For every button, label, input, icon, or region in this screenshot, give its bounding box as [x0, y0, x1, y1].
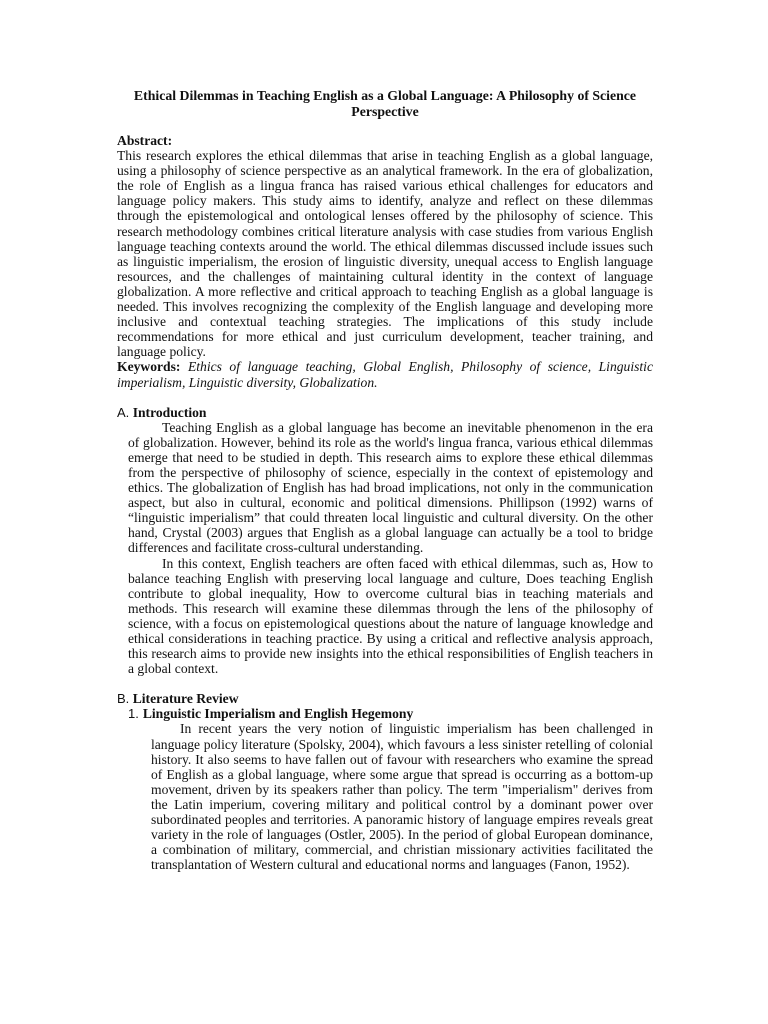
abstract-text: This research explores the ethical dilemmas that arise in teaching English as a global language, using a philosophy of science perspective as an analytical framework. In the era of globalization, the role of English as a lingua franca has raised various ethical challenges for educators and language policy makers. This study aims to identify, analyze and reflect on these dilemmas through the epistemological and ontological lenses offered by the philosophy of science. This research methodology combines critical literature analysis with case studies from various English language teaching contexts around the world. The ethical dilemmas discussed include issues such as linguistic imperialism, the erosion of linguistic diversity, unequal access to English language resources, and the challenges of maintaining cultural identity in the context of language globalization. A more reflective and critical approach to teaching English as a global language is needed. This involves recognizing the complexity of the English language and developing more inclusive and contextual teaching strategies. The implications of this study include recommendations for more ethical and just curriculum development, teacher training, and language policy.	[117, 148, 653, 360]
introduction-paragraph: Teaching English as a global language has become an inevitable phenomenon in the era of globalization. However, behind its role as the world's lingua franca, various ethical dilemmas emerge that need to be studied in depth. This research aims to explore these ethical dilemmas from the perspective of philosophy of science, especially in the context of epistemology and ethics. The globalization of English has had broad implications, not only in the communication aspect, but also in cultural, economic and political dimensions. Phillipson (1992) warns of “linguistic imperialism” that could threaten local linguistic and cultural diversity. On the other hand, Crystal (2003) argues that English as a global language can actually be a tool to bridge differences and facilitate cross-cultural understanding.	[128, 419, 653, 556]
keywords-line	[117, 359, 653, 389]
subsection-heading	[128, 706, 653, 721]
literature-review-letter: B.	[117, 691, 130, 707]
introduction-paragraph: In this context, English teachers are often faced with ethical dilemmas, such as, How to balance teaching English with preserving local language and culture, Does teaching English contribute to global inequality, How to overcome cultural bias in teaching materials and methods. This research will examine these dilemmas through the lens of the philosophy of science, with a focus on epistemological questions about the nature of language knowledge and ethical considerations in teaching practice. By using a critical and reflective analysis approach, this research aims to provide new insights into the ethical responsibilities of English teachers in a global context.	[128, 555, 653, 677]
paper-title: Ethical Dilemmas in Teaching English as a Global Language: A Philosophy of Science Perspective	[133, 88, 637, 119]
introduction-title: Introduction	[132, 404, 207, 420]
introduction-heading	[117, 405, 653, 420]
subsection-number: 1.	[128, 706, 139, 722]
introduction-letter: A.	[117, 404, 130, 420]
keywords-label: Keywords:	[117, 359, 181, 375]
literature-review-title: Literature Review	[132, 691, 239, 707]
introduction-section	[117, 405, 653, 677]
literature-review-heading	[117, 691, 653, 706]
abstract-heading: Abstract:	[117, 133, 173, 148]
subsection-paragraph: In recent years the very notion of linguistic imperialism has been challenged in language policy literature (Spolsky, 2004), which favours a less sinister retelling of colonial history. It also seems to have fallen out of favour with researchers who examine the spread of English as a global language, where some argue that spread is occurring as a bottom-up movement, driven by its speakers rather than policy. The term "imperialism" derives from the Latin imperium, covering military and political control by a dominant power over subordinated peoples and territories. A panoramic history of language empires reveals great variety in the role of languages (Ostler, 2005). In the period of global European dominance, a combination of military, commercial, and christian missionary activities facilitated the transplantation of Western cultural and educational norms and languages (Fanon, 1952).	[151, 721, 653, 873]
abstract-section	[117, 133, 653, 390]
keywords-text: Ethics of language teaching, Global English, Philosophy of science, Linguistic imperialism, Linguistic diversity, Globalization.	[117, 359, 653, 390]
subsection-title: Linguistic Imperialism and English Hegemony	[142, 706, 414, 722]
literature-review-section	[117, 691, 653, 872]
